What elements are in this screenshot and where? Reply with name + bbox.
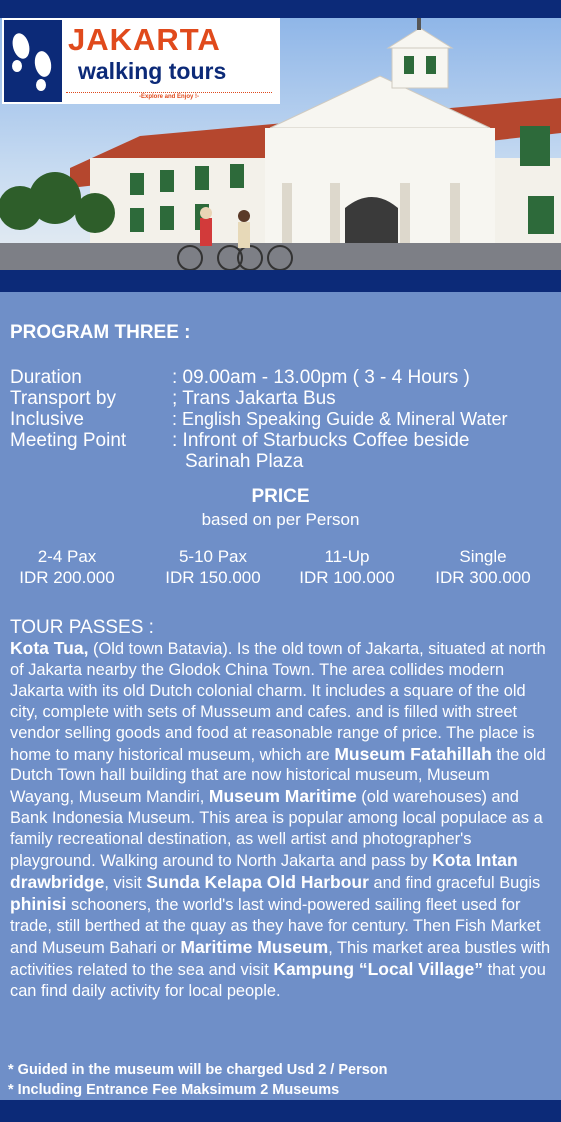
program-heading: PROGRAM THREE : [10, 322, 191, 343]
highlight-place: Maritime Museum [180, 936, 329, 957]
note-item: * Including Entrance Fee Maksimum 2 Museums [8, 1082, 340, 1098]
price-subtitle: based on per Person [201, 510, 360, 529]
logo-title: JAKARTA [68, 22, 221, 57]
highlight-place: phinisi [10, 893, 67, 914]
divider-bar [0, 270, 561, 292]
pax-label: 5-10 Pax [178, 547, 248, 566]
logo-subtitle: walking tours [78, 58, 227, 84]
description-text: (old warehouses) and Bank Indonesia Museum. This area is popular among local populace as a family recreational destination, as well artist and photographer's playground. Walking around to North Jakarta and pass by [10, 788, 543, 871]
price-option [290, 546, 404, 588]
info-label: Meeting Point [10, 430, 127, 451]
highlight-place: Kota Intan drawbridge [10, 850, 518, 892]
pax-label: 11-Up [324, 547, 370, 566]
footprints-icon [4, 20, 62, 102]
notes [8, 1060, 388, 1100]
highlight-place: Museum Fatahillah [334, 743, 492, 764]
info-label: Inclusive [10, 409, 84, 430]
highlight-place: Sunda Kelapa Old Harbour [146, 871, 369, 892]
pax-amount: IDR 300.000 [435, 568, 531, 587]
price-option [10, 546, 124, 588]
description-text: and find graceful Bugis [368, 873, 541, 892]
price-option [156, 546, 270, 588]
pax-label: Single [459, 547, 507, 566]
company-logo [2, 18, 280, 104]
tour-description [10, 638, 555, 1001]
description-text: , visit [104, 873, 147, 892]
highlight-place: Museum Maritime [208, 786, 357, 807]
info-value: Sarinah Plaza [185, 451, 304, 472]
info-value: : Infront of Starbucks Coffee beside [172, 430, 470, 451]
description-text: the old Dutch Town hall building that are now historical museum, Museum Wayang, Museum Mandiri, [10, 745, 546, 807]
description-text: , This market area bustles with activities related to the sea and visit [10, 938, 551, 979]
highlight-place: Kampung “Local Village” [273, 958, 484, 979]
info-value: : 09.00am - 13.00pm ( 3 - 4 Hours ) [172, 367, 470, 388]
pax-amount: IDR 100.000 [299, 568, 395, 587]
note-item: * Guided in the museum will be charged Usd 2 / Person [8, 1062, 388, 1078]
pax-amount: IDR 150.000 [165, 568, 261, 587]
bottom-bar [0, 1100, 561, 1122]
price-section [0, 486, 561, 530]
top-bar [0, 0, 561, 18]
highlight-place: Kota Tua, [10, 638, 89, 658]
info-label: Transport by [10, 388, 116, 409]
description-text: (Old town Batavia). Is the old town of Jakarta, situated at north of Jakarta nearby the Glodok China Town. The area collides modern Jakarta with its old Dutch colonial charm. It includes a square of the old city, complete with sets of Musseum and cafes. and is filled with street vendor selling goods and food at reasonable range of price. The place is home to many historical museum, which are [10, 640, 546, 764]
pax-amount: IDR 200.000 [19, 568, 115, 587]
description-text: schooners, the world's last wind-powered sailing fleet used for trade, still berthed at the quay as they have for century. Then Fish Market and Museum Bahari or [10, 895, 541, 957]
price-title: PRICE [251, 486, 310, 507]
pax-label: 2-4 Pax [37, 547, 97, 566]
logo-tagline: -Explore and Enjoy !- [66, 92, 272, 100]
info-value: : English Speaking Guide & Mineral Water [172, 409, 508, 429]
info-label: Duration [10, 367, 82, 388]
info-value: ; Trans Jakarta Bus [172, 388, 336, 409]
tour-passes-heading: TOUR PASSES : [10, 617, 154, 638]
description-text: that you can find daily activity for local people. [10, 960, 546, 1000]
price-option [426, 546, 540, 588]
